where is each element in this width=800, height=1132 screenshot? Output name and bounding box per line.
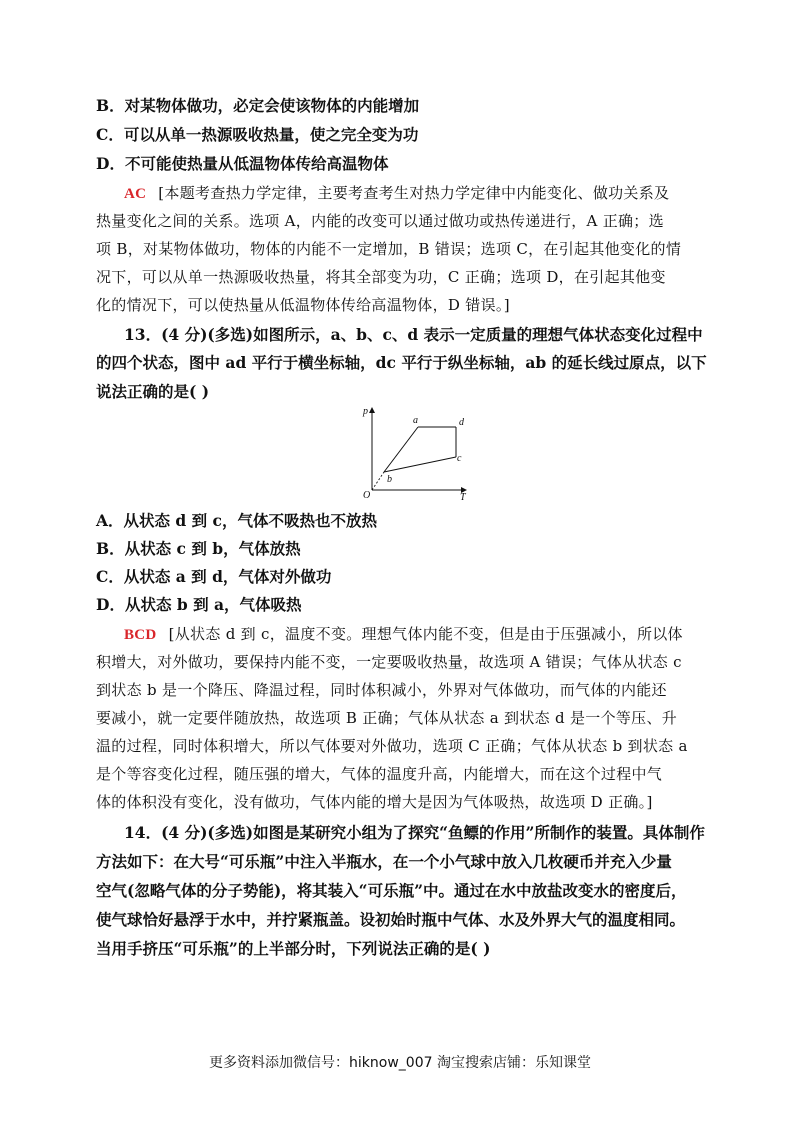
q12-explanation-line-3: 项 B，对某物体做功，物体的内能不一定增加，B 错误；选项 C，在引起其他变化的情 [96,240,682,258]
q12-option-b: B．对某物体做功，必定会使该物体的内能增加 [96,96,420,115]
state-a-label: a [413,415,418,426]
q13-explanation-line-4: 要减小，就一定要伴随放热，故选项 B 正确；气体从状态 a 到状态 d 是一个等压、升 [96,709,678,727]
q12-option-c: C．可以从单一热源吸收热量，使之完全变为功 [96,125,419,144]
q13-option-a: A．从状态 d 到 c，气体不吸热也不放热 [96,511,377,530]
q12-explanation-line-1 [124,183,669,204]
t-axis-label: T [460,492,466,502]
q14-stem-line-2: 方法如下：在大号“可乐瓶”中注入半瓶水，在一个小气球中放入几枚硬币并充入少量 [96,852,672,871]
q13-stem-line-3: 说法正确的是( ) [96,382,210,401]
q13-explanation-line-7: 体的体积没有变化，没有做功，气体内能的增大是因为气体吸热，故选项 D 正确。] [96,793,653,811]
state-d-label: d [459,417,464,428]
q13-option-d: D．从状态 b 到 a，气体吸热 [96,595,302,614]
q12-option-d: D．不可能使热量从低温物体传给高温物体 [96,154,389,173]
line-b-a [384,427,418,472]
state-b-label: b [387,474,392,485]
q14-stem-line-3: 空气(忽略气体的分子势能)，将其装入“可乐瓶”中。通过在水中放盐改变水的密度后， [96,881,687,900]
q14-stem-line-1: 14．(4 分)(多选)如图是某研究小组为了探究“鱼鳔的作用”所制作的装置。具体制作 [124,823,705,842]
q12-expl-text-1: [本题考查热力学定律，主要考查考生对热力学定律中内能变化、做功关系及 [158,184,670,202]
q14-stem-line-4: 使气球恰好悬浮于水中，并拧紧瓶盖。设初始时瓶中气体、水及外界大气的温度相同。 [96,910,686,929]
p-axis-label: p [363,406,368,417]
q13-explanation-line-1 [124,624,683,645]
state-c-label: c [457,453,462,464]
q12-answer: AC [124,186,147,202]
origin-label: O [363,490,371,501]
q13-answer: BCD [124,627,157,643]
q13-explanation-line-3: 到状态 b 是一个降压、降温过程，同时体积减小，外界对气体做功，而气体的内能还 [96,681,667,699]
q13-option-b: B．从状态 c 到 b，气体放热 [96,539,301,558]
q13-explanation-line-2: 积增大，对外做功，要保持内能不变，一定要吸收热量，故选项 A 错误；气体从状态 c [96,653,682,671]
q13-option-c: C．从状态 a 到 d，气体对外做功 [96,567,332,586]
q12-explanation-line-5: 化的情况下，可以使热量从低温物体传给高温物体，D 错误。] [96,296,510,314]
q13-explanation-line-6: 是个等容变化过程，随压强的增大，气体的温度升高，内能增大，而在这个过程中气 [96,765,663,783]
q13-pt-diagram [328,402,478,502]
ab-extension-dashed [372,472,384,490]
line-c-b [384,457,456,472]
q13-stem-line-1: 13．(4 分)(多选)如图所示，a、b、c、d 表示一定质量的理想气体状态变化过程中 [124,325,703,344]
q13-expl-text-1: [从状态 d 到 c，温度不变。理想气体内能不变，但是由于压强减小，所以体 [168,625,683,643]
q14-stem-line-5: 当用手挤压“可乐瓶”的上半部分时，下列说法正确的是( ) [96,939,491,958]
page-footer: 更多资料添加微信号：hiknow_007 淘宝搜索店铺：乐知课堂 [209,1055,591,1071]
q12-explanation-line-4: 况下，可以从单一热源吸收热量，将其全部变为功，C 正确；选项 D，在引起其他变 [96,268,666,286]
q12-explanation-line-2: 热量变化之间的关系。选项 A，内能的改变可以通过做功或热传递进行，A 正确；选 [96,212,664,230]
q13-explanation-line-5: 温的过程，同时体积增大，所以气体要对外做功，选项 C 正确；气体从状态 b 到状态 a [96,737,688,755]
q13-stem-line-2: 的四个状态，图中 ad 平行于横坐标轴，dc 平行于纵坐标轴，ab 的延长线过原点，以下 [96,353,707,372]
